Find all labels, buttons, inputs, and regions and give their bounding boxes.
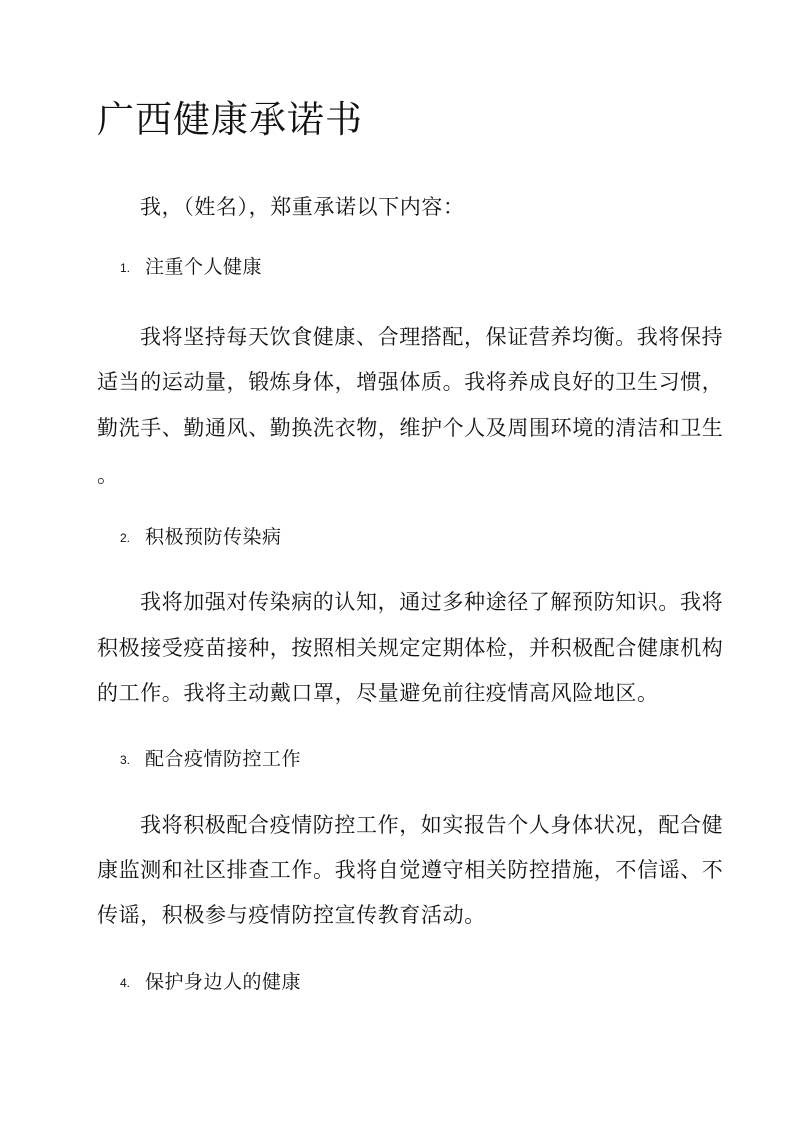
- section-number: 2.: [120, 531, 131, 545]
- paragraph-line: 传谣，积极参与疫情防控宣传教育活动。: [97, 903, 486, 927]
- intro-text: 我，（姓名），郑重承诺以下内容：: [140, 195, 465, 219]
- section-number: 3.: [120, 753, 131, 767]
- paragraph-line: 勤洗手、勤通风、勤换洗衣物，维护个人及周围环境的清洁和卫生: [97, 416, 724, 440]
- section-heading: 积极预防传染病: [145, 526, 282, 548]
- section-heading: 配合疫情防控工作: [145, 748, 302, 770]
- paragraph-line: 积极接受疫苗接种，按照相关规定定期体检，并积极配合健康机构: [97, 636, 724, 660]
- paragraph-line: 的工作。我将主动戴口罩，尽量避免前往疫情高风险地区。: [97, 681, 659, 705]
- paragraph-line: 我将积极配合疫情防控工作，如实报告个人身体状况，配合健: [140, 813, 724, 837]
- paragraph-line: 康监测和社区排查工作。我将自觉遵守相关防控措施，不信谣、不: [97, 858, 724, 882]
- section-heading: 注重个人健康: [145, 256, 263, 278]
- paragraph-line: 我将加强对传染病的认知，通过多种途径了解预防知识。我将: [140, 590, 724, 614]
- section-number: 4.: [120, 976, 131, 990]
- document-title: 广西健康承诺书: [97, 98, 363, 141]
- paragraph-line: 。: [97, 463, 119, 487]
- paragraph-line: 我将坚持每天饮食健康、合理搭配，保证营养均衡。我将保持: [140, 325, 724, 349]
- paragraph-line: 适当的运动量，锻炼身体，增强体质。我将养成良好的卫生习惯，: [97, 370, 724, 394]
- section-number: 1.: [120, 261, 131, 275]
- section-heading: 保护身边人的健康: [145, 971, 302, 993]
